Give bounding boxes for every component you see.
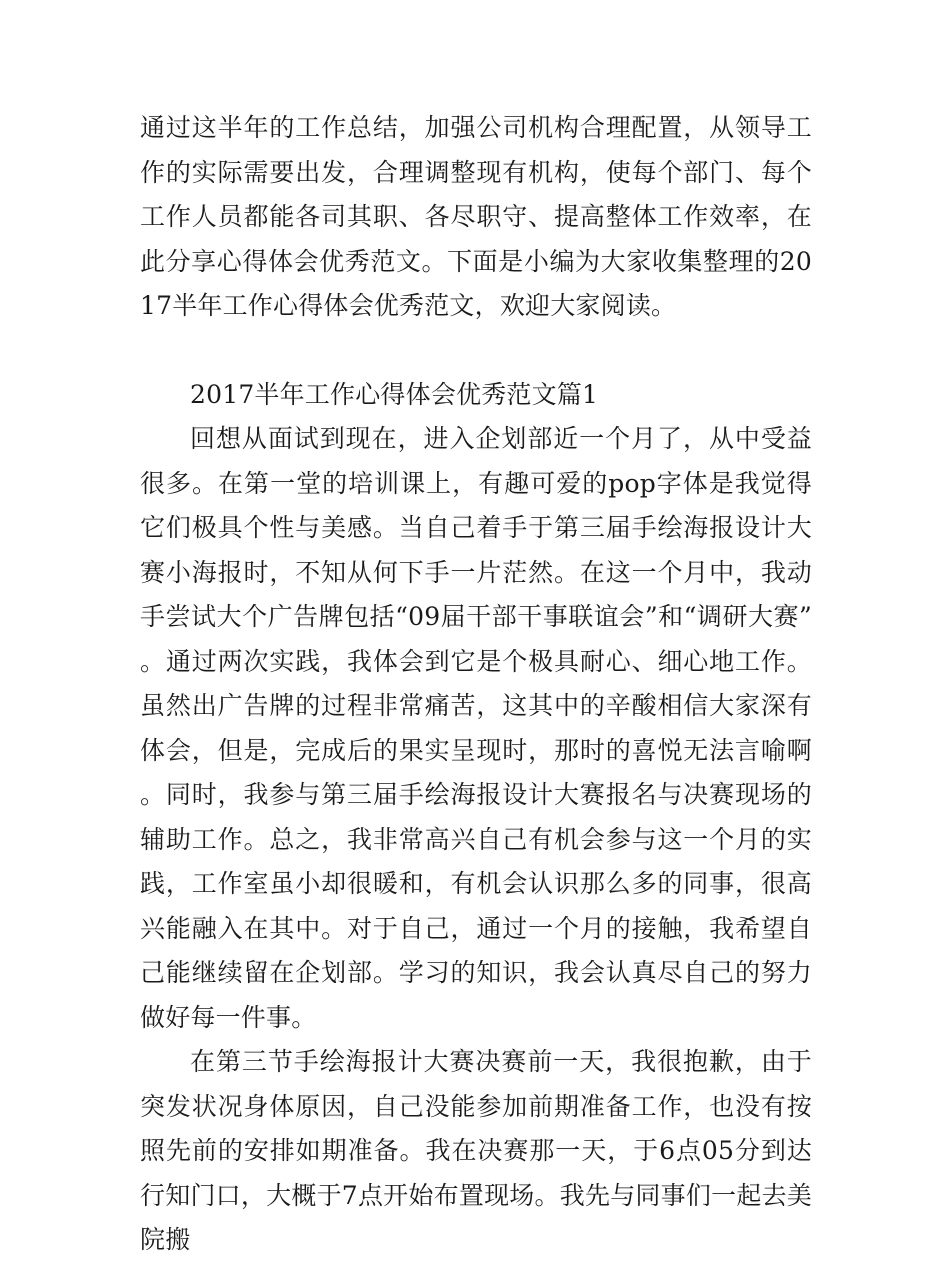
body-paragraph-2: 在第三节手绘海报计大赛决赛前一天，我很抱歉，由于突发状况身体原因，自己没能参加前期准备工作，也没有按照先前的安排如期准备。我在决赛那一天，于6点05分到达行知门口，大概于7点开始布置现场。我先与同事们一起去美院搬 xyxy=(140,1047,812,1254)
document-body xyxy=(140,106,812,1263)
body-paragraph-1: 回想从面试到现在，进入企划部近一个月了，从中受益很多。在第一堂的培训课上，有趣可爱的pop字体是我觉得它们极具个性与美感。当自己着手于第三届手绘海报设计大赛小海报时，不知从何下手一片茫然。在这一个月中，我动手尝试大个广告牌包括“09届干部干事联谊会”和“调研大赛”。通过两次实践，我体会到它是个极具耐心、细心地工作。虽然出广告牌的过程非常痛苦，这其中的辛酸相信大家深有体会，但是，完成后的果实呈现时，那时的喜悦无法言喻啊。同时，我参与第三届手绘海报设计大赛报名与决赛现场的辅助工作。总之，我非常高兴自己有机会参与这一个月的实践，工作室虽小却很暖和，有机会认识那么多的同事，很高兴能融入在其中。对于自己，通过一个月的接触，我希望自己能继续留在企划部。学习的知识，我会认真尽自己的努力做好每一件事。 xyxy=(140,424,812,1032)
intro-paragraph: 通过这半年的工作总结，加强公司机构合理配置，从领导工作的实际需要出发，合理调整现有机构，使每个部门、每个工作人员都能各司其职、各尽职守、提高整体工作效率，在此分享心得体会优秀范文。下面是小编为大家收集整理的2017半年工作心得体会优秀范文，欢迎大家阅读。 xyxy=(140,113,812,320)
section-heading: 2017半年工作心得体会优秀范文篇1 xyxy=(190,379,599,409)
